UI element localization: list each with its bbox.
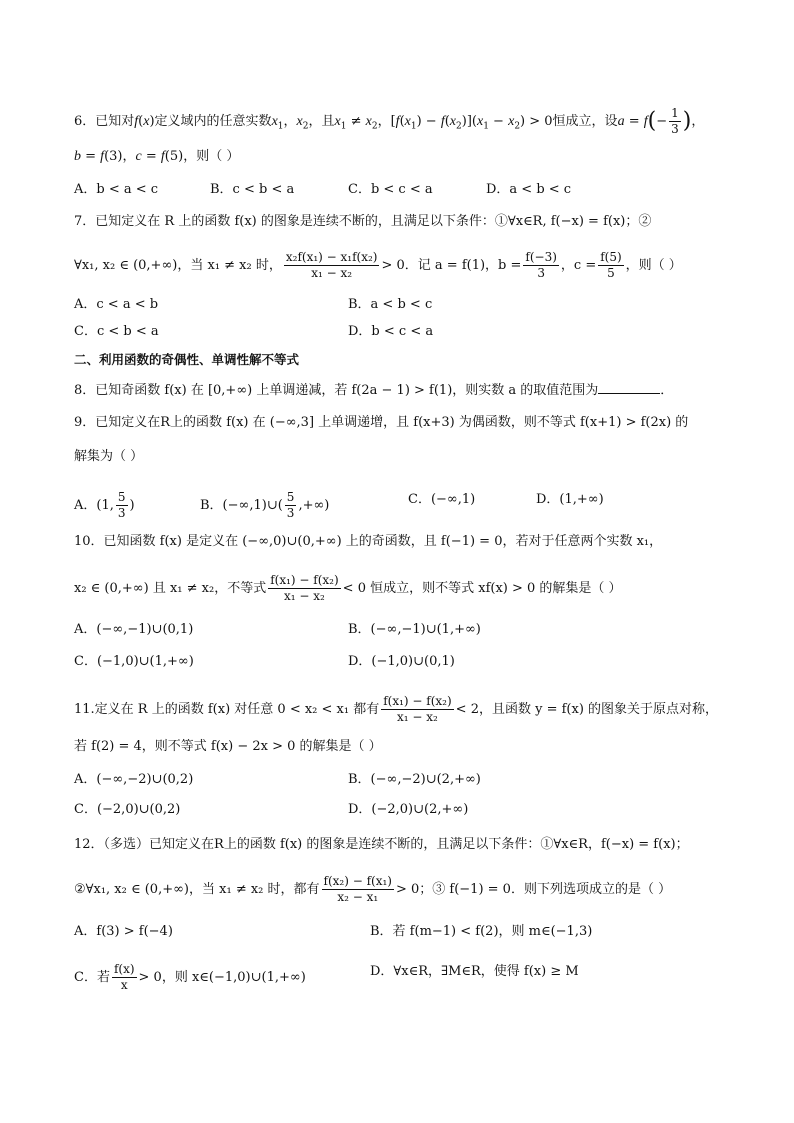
- q7-frac2-den: 3: [537, 266, 545, 280]
- q8-text: 8．已知奇函数 f(x) 在 [0,+∞) 上单调递减，若 f(2a − 1) > f(1)，则实数 a 的取值范围为: [74, 383, 599, 398]
- q9-stem-line2: 解集为（ ）: [74, 449, 144, 464]
- q7-option-c[interactable]: C．c < b < a: [74, 324, 159, 339]
- q6-stem-line1: 6．已知对f(x)定义域内的任意实数$x_1$，$x_2$，且$x_1 \ne x_2$，$[f(x_1) - f(x_2)](x_1 - x_2) > 0$恒成立，设a = f(− $\frac{1}{3}$ )，: [74, 106, 705, 136]
- q12-c-text-b: > 0，则 x∈(−1,0)∪(1,+∞): [138, 970, 306, 985]
- q11-option-b[interactable]: B．(−∞,−2)∪(2,+∞): [348, 772, 481, 787]
- q12-option-a[interactable]: A．f(3) > f(−4): [74, 924, 173, 939]
- q12-c-text-a: C．若: [74, 970, 110, 985]
- q12-stem-line1: 12．（多选）已知定义在R上的函数 f(x) 的图象是连续不断的，且满足以下条件：①∀x∈R，f(−x) = f(x)；: [74, 837, 689, 852]
- q11-frac-num: f(x₁) − f(x₂): [383, 694, 452, 708]
- q9-a-label: A．: [74, 498, 97, 513]
- q6-text-a: 6．已知对: [74, 114, 135, 129]
- q7-frac-den: x₁ − x₂: [311, 266, 353, 280]
- q11-stem-line1: [74, 694, 734, 725]
- q6-text-b: 定义域内的任意实数: [154, 114, 272, 129]
- q9-b-num: 5: [286, 490, 295, 504]
- q11-frac-den: x₁ − x₂: [397, 710, 438, 724]
- q8-stem: [74, 380, 734, 401]
- q7-text-a: ∀x₁, x₂ ∈ (0,+∞)，当 x₁ ≠ x₂ 时，: [74, 258, 282, 273]
- q9-b-den: 3: [286, 506, 295, 520]
- q8-answer-blank[interactable]: [598, 380, 660, 394]
- q10-option-d[interactable]: D．(−1,0)∪(0,1): [348, 654, 455, 669]
- section-heading: 二、利用函数的奇偶性、单调性解不等式: [74, 352, 300, 367]
- q9-option-d[interactable]: D．(1,+∞): [536, 492, 604, 507]
- q7-text-c: ，c =: [560, 258, 597, 273]
- q7-stem-line1: 7．已知定义在 R 上的函数 f(x) 的图象是连续不断的，且满足以下条件：①∀x∈R, f(−x) = f(x)；②: [74, 214, 652, 229]
- q6-option-a[interactable]: A．b < a < c: [74, 182, 159, 197]
- q6-option-d[interactable]: D．a < b < c: [486, 182, 572, 197]
- q7-option-a[interactable]: A．c < a < b: [74, 297, 159, 312]
- q7-option-d[interactable]: D．b < c < a: [348, 324, 434, 339]
- q7-stem-line2: [74, 250, 734, 281]
- q6-option-b[interactable]: B．c < b < a: [210, 182, 295, 197]
- q11-option-d[interactable]: D．(−2,0)∪(2,+∞): [348, 802, 469, 817]
- q10-text-b: < 0 恒成立，则不等式 xf(x) > 0 的解集是（ ）: [342, 581, 622, 596]
- q11-text-b: < 2，且函数 y = f(x) 的图象关于原点对称，: [455, 702, 719, 717]
- q6-stem-line2: b = f(3)，c = f(5)，则（ ）: [74, 149, 240, 164]
- q12-stem-line2: [74, 874, 734, 905]
- q12-text-a: ②∀x₁, x₂ ∈ (0,+∞)，当 x₁ ≠ x₂ 时，都有: [74, 882, 320, 897]
- q9-a-close: ): [129, 498, 135, 513]
- q6-text-c: ，且: [308, 114, 335, 129]
- q6-text-e: 恒成立，设: [552, 114, 618, 129]
- q10-option-a[interactable]: A．(−∞,−1)∪(0,1): [74, 622, 194, 637]
- q7-option-b[interactable]: B．a < b < c: [348, 297, 433, 312]
- q9-a-num: 5: [117, 490, 126, 504]
- q9-a-den: 3: [117, 506, 126, 520]
- q9-b-text: B．(−∞,1)∪(: [200, 498, 283, 513]
- q12-c-den: x: [120, 978, 128, 992]
- q9-option-a[interactable]: [74, 490, 135, 521]
- q11-text-a: 11.定义在 R 上的函数 f(x) 对任意 0 < x₂ < x₁ 都有: [74, 702, 380, 717]
- q12-c-num: f(x): [113, 962, 135, 976]
- q7-frac-num: x₂f(x₁) − x₁f(x₂): [285, 250, 378, 264]
- q10-frac-den: x₁ − x₂: [284, 589, 325, 603]
- q9-a-text: (1,: [96, 498, 114, 513]
- q10-option-b[interactable]: B．(−∞,−1)∪(1,+∞): [348, 622, 481, 637]
- q12-option-b[interactable]: B．若 f(m−1) < f(2)，则 m∈(−1,3): [370, 924, 593, 939]
- q10-option-c[interactable]: C．(−1,0)∪(1,+∞): [74, 654, 194, 669]
- q7-frac2-num: f(−3): [525, 250, 557, 264]
- q7-text-d: ，则（ ）: [625, 258, 682, 273]
- q10-frac-num: f(x₁) − f(x₂): [270, 573, 339, 587]
- q12-text-b: > 0；③ f(−1) = 0．则下列选项成立的是（ ）: [395, 882, 672, 897]
- q8-text-end: ．: [660, 383, 674, 398]
- q12-option-c[interactable]: [74, 962, 306, 993]
- q9-option-b[interactable]: [200, 490, 329, 521]
- q12-frac-num: f(x₂) − f(x₁): [323, 874, 392, 888]
- q10-stem-line2: [74, 573, 734, 604]
- q7-text-b: > 0．记 a = f(1)，b =: [381, 258, 522, 273]
- q7-frac3-den: 5: [607, 266, 615, 280]
- q6-text-f: ，则（ ）: [183, 149, 240, 164]
- q7-frac3-num: f(5): [600, 250, 622, 264]
- q12-option-d[interactable]: D．∀x∈R，∃M∈R，使得 f(x) ≥ M: [370, 964, 579, 979]
- q11-option-a[interactable]: A．(−∞,−2)∪(0,2): [74, 772, 194, 787]
- q12-frac-den: x₂ − x₁: [337, 890, 379, 904]
- q9-b-close: ,+∞): [298, 498, 330, 513]
- q9-stem-line1: 9．已知定义在R上的函数 f(x) 在 (−∞,3] 上单调递增，且 f(x+3) 为偶函数，则不等式 f(x+1) > f(2x) 的: [74, 415, 689, 430]
- q6-text-d: ，: [377, 114, 391, 129]
- q10-text-a: x₂ ∈ (0,+∞) 且 x₁ ≠ x₂，不等式: [74, 581, 267, 596]
- q11-option-c[interactable]: C．(−2,0)∪(0,2): [74, 802, 181, 817]
- q9-option-c[interactable]: C．(−∞,1): [408, 492, 476, 507]
- q10-stem-line1: 10．已知函数 f(x) 是定义在 (−∞,0)∪(0,+∞) 上的奇函数，且 f(−1) = 0，若对于任意两个实数 x₁，: [74, 534, 663, 549]
- q6-option-c[interactable]: C．b < c < a: [348, 182, 433, 197]
- q11-stem-line2: 若 f(2) = 4，则不等式 f(x) − 2x > 0 的解集是（ ）: [74, 739, 382, 754]
